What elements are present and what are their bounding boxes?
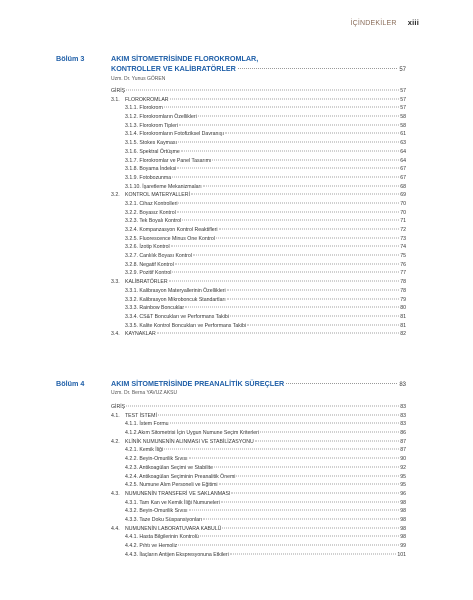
chapter-title-text: AKIM SİTOMETRİSİNDE PREANALİTİK SÜREÇLER [111, 379, 285, 388]
dot-leader [182, 220, 399, 221]
toc-entry-page: 70 [400, 200, 406, 207]
toc-entry-page: 73 [400, 235, 406, 242]
toc-entry[interactable] [111, 279, 406, 288]
toc-entry-number: 3.3. [111, 279, 120, 286]
dot-leader [203, 518, 399, 519]
toc-entry-title: 4.3.3. Taze Doku Süspansiyonları [125, 516, 203, 523]
dot-leader [126, 406, 399, 407]
dot-leader [170, 423, 400, 424]
toc-entry-page: 87 [400, 438, 406, 445]
toc-entry-page: 57 [400, 88, 406, 94]
toc-entry-title: 3.1.5. Stokes Kayması [125, 140, 177, 147]
toc-entry-title: 4.2.2. Beyin-Omurilik Sıvısı [125, 456, 188, 463]
toc-entry-page: 82 [400, 331, 406, 338]
dot-leader [189, 458, 400, 459]
toc-entry-page: 78 [400, 287, 406, 294]
toc-entry-page: 98 [400, 525, 406, 532]
toc-entry-page: 70 [400, 209, 406, 216]
toc-entry[interactable] [111, 166, 406, 175]
toc-entry-title: 3.3.5. Kalite Kontrol Boncukları ve Performans Takibi [125, 322, 247, 329]
toc-entry-page: 67 [400, 166, 406, 173]
toc-entry-title: KAYNAKLAR [125, 331, 156, 338]
toc-entry-title: 4.1.1. İstem Formu [125, 421, 169, 428]
toc-list [111, 404, 406, 560]
dot-leader [227, 298, 400, 299]
toc-entry[interactable] [111, 192, 406, 201]
toc-entry[interactable] [111, 526, 406, 535]
toc-entry-page: 98 [400, 534, 406, 541]
toc-entry-number: 4.4. [111, 525, 120, 532]
toc-entry[interactable] [111, 105, 406, 114]
dot-leader [177, 168, 399, 169]
toc-entry-title: GİRİŞ [111, 88, 126, 94]
toc-entry[interactable] [111, 447, 406, 456]
dot-leader [171, 246, 400, 247]
toc-entry-title: 3.2.1. Cihaz Kontrolleri [125, 200, 178, 207]
toc-entry-page: 69 [400, 192, 406, 199]
toc-entry-title: 3.2.2. Boyasız Kontrol [125, 209, 176, 216]
toc-entry-title: 3.2.4. Kompanzasyon Kontrol Reaktifleri [125, 227, 218, 233]
dot-leader [219, 484, 400, 485]
toc-entry-title: GİRİŞ [111, 404, 126, 410]
toc-entry-title: NUMUNENİN TRANSFERİ VE SAKLANMASI [125, 490, 231, 497]
toc-entry-page: 95 [400, 473, 406, 480]
chapter-page-number: 57 [399, 66, 406, 73]
toc-entry-title: KLİNİK NUMUNENİN ALINMASI VE STABİLİZASYONU [125, 438, 254, 445]
toc-entry[interactable] [111, 288, 406, 297]
toc-entry-page: 98 [400, 499, 406, 506]
running-header [350, 18, 419, 27]
toc-entry-page: 58 [400, 114, 406, 121]
toc-entry-page: 58 [400, 122, 406, 129]
toc-entry-title: 3.1.1. Florokrom [125, 105, 163, 112]
toc-entry[interactable] [111, 552, 406, 561]
toc-entry[interactable] [111, 543, 406, 552]
dot-leader [222, 527, 399, 528]
dot-leader [193, 255, 399, 256]
dot-leader [170, 98, 400, 99]
toc-entry-page: 75 [400, 253, 406, 260]
toc-entry[interactable] [111, 421, 406, 430]
toc-entry-title: 3.2.3. Tek Boyalı Kontrol [125, 218, 182, 225]
toc-entry-title: NUMUNENİN LABORATUVARA KABULÜ [125, 525, 222, 532]
dot-leader [216, 237, 399, 238]
toc-entry-page: 87 [400, 447, 406, 454]
toc-entry-number: 4.1. [111, 412, 120, 419]
toc-entry-page: 64 [400, 148, 406, 155]
chapter-author: Uzm. Dr. Berna YAVUZ AKSU [111, 390, 178, 396]
toc-entry[interactable] [111, 253, 406, 262]
dot-leader [203, 185, 400, 186]
toc-entry-page: 79 [400, 296, 406, 303]
toc-entry-page: 90 [400, 456, 406, 463]
toc-entry-page: 98 [400, 508, 406, 515]
toc-entry-page: 83 [400, 412, 406, 419]
toc-entry-page: 83 [400, 404, 406, 410]
toc-entry-number: 3.4. [111, 331, 120, 338]
toc-entry-title: 3.1.6. Spektral Örtüşme [125, 148, 180, 155]
toc-entry-page: 57 [400, 105, 406, 112]
chapter-title-line1 [111, 54, 406, 64]
toc-entry-title: FLOROKROMLAR [125, 96, 169, 103]
toc-entry[interactable] [111, 262, 406, 271]
dot-leader [225, 133, 399, 134]
dot-leader [164, 107, 399, 108]
toc-entry[interactable] [111, 465, 406, 474]
toc-entry[interactable] [111, 97, 406, 106]
dot-leader [169, 281, 400, 282]
chapter-title[interactable] [111, 379, 406, 391]
dot-leader [178, 142, 399, 143]
toc-entry-title: 4.3.1. Tam Kan ve Kemik İliği Numuneleri [125, 499, 220, 506]
toc-entry-title: 3.1.7. Florokromlar ve Panel Tasarımı [125, 157, 212, 164]
toc-entry-title: KONTROL MATERYALLERİ [125, 192, 190, 199]
toc-entry-page: 76 [400, 261, 406, 268]
toc-entry[interactable] [111, 149, 406, 158]
toc-entry-page: 99 [400, 543, 406, 549]
dot-leader [219, 229, 400, 230]
dot-leader [158, 414, 399, 415]
dot-leader [179, 124, 399, 125]
toc-entry-title: 3.2.5. Fluorescence Minus One Kontrol [125, 235, 215, 242]
toc-entry[interactable] [111, 140, 406, 149]
toc-entry[interactable] [111, 210, 406, 219]
toc-entry-page: 78 [400, 279, 406, 286]
toc-entry-title: 4.2.1. Kemik İliği [125, 447, 164, 454]
dot-leader [175, 263, 399, 264]
dot-leader [227, 289, 400, 290]
dot-leader [255, 440, 399, 441]
dot-leader [214, 466, 399, 467]
toc-entry-title: 4.2.4. Antikoagülan Seçiminin Preanalitik Önemi [125, 473, 236, 480]
toc-entry-page: 64 [400, 157, 406, 164]
dot-leader [238, 68, 397, 69]
toc-entry[interactable] [111, 482, 406, 491]
toc-entry-title: KALİBRATÖRLER [125, 279, 168, 286]
toc-entry[interactable] [111, 508, 406, 517]
chapter-label: Bölüm 3 [56, 54, 85, 63]
toc-entry-title: 3.3.4. CS&T Boncukları ve Performans Takibi [125, 313, 229, 320]
toc-entry-page: 61 [400, 131, 406, 138]
toc-entry-page: 77 [400, 270, 406, 277]
dot-leader [191, 194, 399, 195]
toc-entry-number: 4.2. [111, 438, 120, 445]
dot-leader [185, 307, 399, 308]
toc-entry-page: 92 [400, 464, 406, 471]
toc-entry-number: 3.1. [111, 96, 120, 103]
toc-entry[interactable] [111, 175, 406, 184]
toc-entry-title: 3.3.2. Kalibrasyon Mikroboncuk Standartları [125, 296, 226, 303]
toc-entry-page: 63 [400, 140, 406, 147]
toc-entry-title: 4.4.2. Pıhtı ve Hemoliz [125, 543, 178, 549]
toc-entry-title: 3.3.3. Rainbow Boncuklar [125, 305, 185, 312]
toc-entry-title: 4.4.1. Hasta Bilgilerinin Kontrolü [125, 534, 199, 541]
toc-entry-page: 67 [400, 174, 406, 181]
toc-entry-page: 57 [400, 96, 406, 103]
toc-entry-title: 3.1.8. Boyama İndeksi [125, 166, 177, 173]
toc-entry[interactable] [111, 491, 406, 500]
dot-leader [286, 383, 397, 384]
toc-entry-title: 4.2.5. Numune Alım Personeli ve Eğitimi [125, 482, 218, 489]
toc-entry-title: TEST İSTEMİ [125, 412, 157, 419]
toc-entry[interactable] [111, 244, 406, 253]
dot-leader [126, 90, 399, 91]
toc-entry-title: 3.2.9. Pozitif Kontrol [125, 270, 172, 277]
toc-entry[interactable] [111, 456, 406, 465]
chapter-title[interactable] [111, 54, 406, 75]
toc-entry[interactable] [111, 218, 406, 227]
toc-entry-page: 68 [400, 183, 406, 190]
dot-leader [230, 553, 397, 554]
toc-entry-page: 81 [400, 322, 406, 329]
dot-leader [230, 315, 399, 316]
chapter-title-text: KONTROLLER VE KALİBRATÖRLER [111, 63, 236, 73]
toc-entry[interactable] [111, 270, 406, 279]
dot-leader [212, 159, 399, 160]
dot-leader [178, 545, 399, 546]
dot-leader [177, 211, 399, 212]
dot-leader [172, 272, 399, 273]
dot-leader [172, 176, 399, 177]
toc-entry[interactable] [111, 517, 406, 526]
dot-leader [181, 150, 399, 151]
toc-entry-title: 3.2.7. Canlılık Boyası Kontrol [125, 253, 192, 260]
chapter-title-text: AKIM SİTOMETRİSİNDE FLOROKROMLAR, [111, 54, 259, 63]
header-title: İÇİNDEKİLER [350, 20, 397, 27]
dot-leader [164, 449, 399, 450]
toc-entry[interactable] [111, 404, 406, 413]
dot-leader [247, 324, 399, 325]
chapter-page-number: 83 [399, 382, 406, 388]
toc-entry-title: 3.1.4. Florokromların Fotofiziksel Davranışı [125, 131, 224, 138]
toc-entry-title: 4.1.2.Akım Sitometrisi İçin Uygun Numune Seçim Kriterleri [125, 430, 260, 437]
toc-entry[interactable] [111, 331, 406, 340]
toc-entry-title: 4.3.2. Beyin-Omurilik Sıvısı [125, 508, 188, 515]
toc-entry[interactable] [111, 201, 406, 210]
dot-leader [260, 432, 399, 433]
dot-leader [198, 116, 399, 117]
toc-list [111, 88, 406, 340]
header-page-number: xiii [407, 18, 419, 27]
toc-entry[interactable] [111, 323, 406, 332]
chapter-author: Uzm. Dr. Yunus GÖREN [111, 76, 166, 82]
toc-entry-title: 4.4.3. İlaçların Antijen Ekspresyonuna Etkileri [125, 551, 229, 558]
dot-leader [221, 501, 399, 502]
toc-entry[interactable] [111, 158, 406, 167]
toc-entry-title: 3.1.2. Florokromların Özellikleri [125, 114, 197, 121]
chapter-label: Bölüm 4 [56, 379, 85, 388]
toc-entry[interactable] [111, 88, 406, 97]
dot-leader [236, 475, 399, 476]
toc-entry-number: 3.2. [111, 192, 120, 199]
toc-entry-page: 74 [400, 244, 406, 251]
toc-entry[interactable] [111, 297, 406, 306]
toc-entry[interactable] [111, 227, 406, 236]
chapter-title-line1 [111, 379, 406, 391]
toc-entry-title: 3.1.9. Fotobozunma [125, 174, 172, 181]
toc-entry-page: 101 [397, 551, 406, 558]
toc-entry[interactable] [111, 131, 406, 140]
toc-entry-page: 96 [400, 490, 406, 497]
toc-entry-page: 98 [400, 516, 406, 523]
dot-leader [189, 510, 400, 511]
toc-entry-title: 3.2.6. İzotip Kontrol [125, 244, 170, 251]
dot-leader [157, 333, 399, 334]
toc-entry-title: 3.1.3. Florokrom Tipleri [125, 122, 179, 129]
toc-entry-page: 86 [400, 430, 406, 437]
toc-entry-page: 83 [400, 421, 406, 428]
toc-entry-page: 72 [400, 227, 406, 233]
toc-entry-title: 3.2.8. Negatif Kontrol [125, 261, 174, 268]
toc-entry[interactable] [111, 305, 406, 314]
toc-entry[interactable] [111, 314, 406, 323]
toc-entry[interactable] [111, 474, 406, 483]
toc-entry-title: 4.2.3. Antikoagülan Seçimi ve Stabilite [125, 464, 213, 471]
toc-entry[interactable] [111, 534, 406, 543]
dot-leader [200, 536, 399, 537]
toc-entry-page: 80 [400, 305, 406, 312]
chapter-title-line2 [111, 64, 406, 76]
dot-leader [178, 202, 399, 203]
toc-entry-page: 95 [400, 482, 406, 489]
toc-entry-title: 3.3.1. Kalibrasyon Materyallerinin Özellikleri [125, 287, 226, 294]
toc-entry-page: 81 [400, 313, 406, 320]
toc-entry[interactable] [111, 184, 406, 193]
toc-entry[interactable] [111, 114, 406, 123]
toc-entry[interactable] [111, 123, 406, 132]
toc-entry-title: 3.1.10. İşaretleme Mekanizmaları [125, 183, 202, 190]
toc-entry-page: 71 [400, 218, 406, 225]
dot-leader [231, 492, 399, 493]
toc-entry[interactable] [111, 430, 406, 439]
toc-entry[interactable] [111, 500, 406, 509]
toc-entry-number: 4.3. [111, 490, 120, 497]
